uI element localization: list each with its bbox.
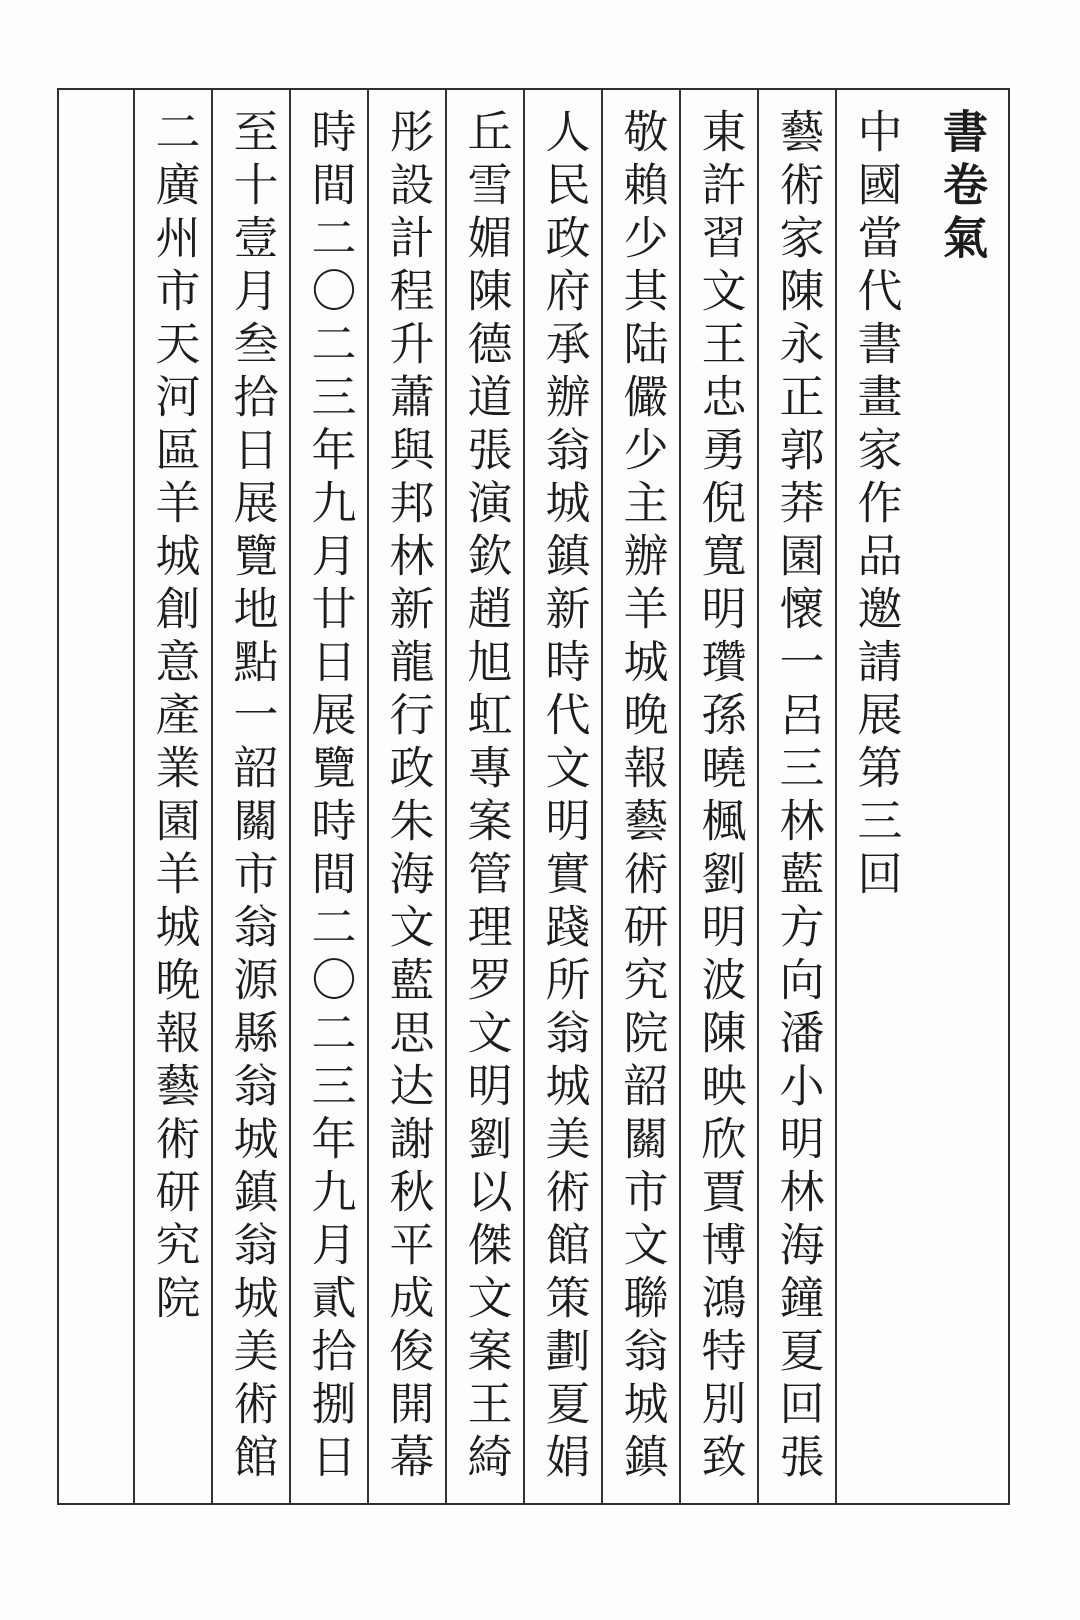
document-title: 書卷氣: [936, 108, 986, 267]
column-text: 彤設計程升蕭與邦林新龍行政朱海文藍思达謝秋平成俊開幕: [382, 108, 433, 1486]
text-column-1: [835, 90, 913, 1503]
column-text: 人民政府承辦翁城鎮新時代文明實踐所翁城美術館策劃夏娟: [538, 108, 589, 1486]
column-text: 東許習文王忠勇倪寬明瓚孫曉楓劉明波陳映欣賈博鴻特別致: [694, 108, 745, 1486]
text-column-4: [601, 90, 679, 1503]
column-text: 敬賴少其陆儼少主辦羊城晚報藝術研究院韶關市文聯翁城鎮: [616, 108, 667, 1486]
column-text: 至十壹月叁拾日展覽地點一韶關市翁源縣翁城鎮翁城美術館: [226, 108, 277, 1486]
text-column-3: [679, 90, 757, 1503]
column-text: 時間二〇二三年九月廿日展覽時間二〇二三年九月貳拾捌日: [304, 108, 355, 1486]
title-column: [913, 90, 1008, 1503]
text-column-6: [445, 90, 523, 1503]
text-column-7: [367, 90, 445, 1503]
column-text: 中國當代書畫家作品邀請展第三回: [850, 108, 901, 903]
column-text: 丘雪媚陳德道張演欽趙旭虹專案管理罗文明劉以傑文案王綺: [460, 108, 511, 1486]
column-text: 二廣州市天河區羊城創意產業園羊城晚報藝術研究院: [148, 108, 199, 1327]
column-text: 藝術家陳永正郭莽園懷一呂三林藍方向潘小明林海鐘夏回張: [772, 108, 823, 1486]
text-column-8: [289, 90, 367, 1503]
document-table: [57, 88, 1010, 1505]
empty-column: [55, 90, 133, 1503]
text-column-5: [523, 90, 601, 1503]
text-column-9: [211, 90, 289, 1503]
text-column-2: [757, 90, 835, 1503]
text-column-10: [133, 90, 211, 1503]
